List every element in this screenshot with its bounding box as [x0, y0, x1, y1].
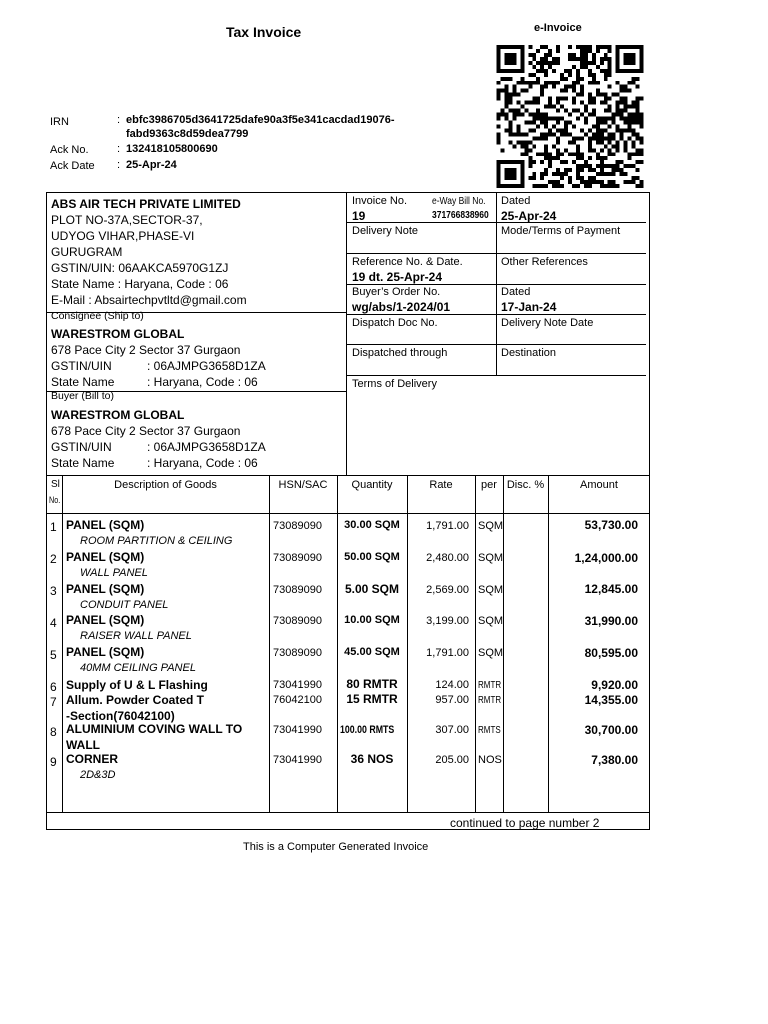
dated-value: 25-Apr-24	[501, 209, 557, 223]
irn-value-2: fabd9363c8d59dea7799	[126, 128, 249, 140]
buyer-address: 678 Pace City 2 Sector 37 Gurgaon	[51, 424, 241, 438]
row-quantity: 10.00 SQM	[344, 614, 400, 626]
row-amount: 53,730.00	[584, 518, 638, 532]
row-per: RMTR	[478, 680, 502, 691]
row-hsn: 73041990	[273, 754, 322, 766]
row-amount: 9,920.00	[591, 678, 638, 692]
ack-no-colon: :	[117, 143, 121, 155]
seller-address: GURUGRAM	[51, 245, 123, 259]
ack-no-value: 132418105800690	[126, 143, 218, 155]
row-item-name: PANEL (SQM)	[66, 518, 145, 532]
buyer-gstin: : 06AJMPG3658D1ZA	[147, 440, 266, 454]
row-per: SQM	[478, 647, 504, 659]
buyer-name: WARESTROM GLOBAL	[51, 408, 185, 422]
row-amount: 80,595.00	[584, 646, 638, 660]
row-quantity: 5.00 SQM	[344, 582, 400, 596]
consignee-label: Consignee (Ship to)	[51, 310, 144, 322]
header-sl: Sl	[51, 479, 60, 490]
delivery-note-label: Delivery Note	[352, 225, 419, 237]
seller-address: PLOT NO-37A,SECTOR-37,	[51, 213, 203, 227]
divider	[346, 222, 646, 223]
buyer-order-value: wg/abs/1-2024/01	[352, 300, 451, 314]
row-amount: 30,700.00	[584, 723, 638, 737]
row-item-subtitle: 40MM CEILING PANEL	[80, 662, 196, 674]
row-item-subtitle: CONDUIT PANEL	[80, 599, 169, 611]
header-quantity: Quantity	[351, 479, 393, 491]
row-sl: 6	[50, 680, 57, 694]
delivery-note-date-label: Delivery Note Date	[501, 317, 594, 329]
row-hsn: 73041990	[273, 724, 322, 736]
header-hsn: HSN/SAC	[278, 479, 328, 491]
row-item-name: PANEL (SQM)	[66, 582, 145, 596]
row-item-name: PANEL (SQM)	[66, 645, 145, 659]
column-line	[475, 475, 476, 812]
computer-generated-note: This is a Computer Generated Invoice	[243, 841, 429, 853]
divider	[346, 192, 347, 475]
row-per: RMTS	[478, 725, 501, 736]
row-per: SQM	[478, 520, 504, 532]
row-per: SQM	[478, 615, 504, 627]
row-sl: 7	[50, 695, 57, 709]
header-disc: Disc. %	[506, 479, 545, 491]
buyer-state: : Haryana, Code : 06	[147, 456, 258, 470]
invoice-no-label: Invoice No.	[352, 195, 408, 207]
column-line	[62, 475, 63, 812]
row-item-name: ALUMINIUM COVING WALL TO	[66, 722, 243, 736]
row-sl: 1	[50, 520, 57, 534]
row-item-name: Supply of U & L Flashing	[66, 678, 208, 692]
row-sl: 2	[50, 552, 57, 566]
row-hsn: 76042100	[273, 694, 322, 706]
invoice-no: 19	[352, 209, 366, 223]
destination-label: Destination	[501, 347, 557, 359]
buyer-state-label: State Name	[51, 456, 115, 470]
row-item-subtitle: 2D&3D	[80, 769, 116, 781]
row-quantity: 30.00 SQM	[344, 519, 400, 531]
row-rate: 2,480.00	[426, 552, 469, 564]
order-dated-value: 17-Jan-24	[501, 300, 557, 314]
row-sl: 3	[50, 584, 57, 598]
dated-label: Dated	[501, 195, 531, 207]
continued-note: continued to page number 2	[450, 816, 600, 830]
mode-terms-label: Mode/Terms of Payment	[501, 225, 621, 237]
ack-date-colon: :	[117, 159, 121, 171]
consignee-address: 678 Pace City 2 Sector 37 Gurgaon	[51, 343, 241, 357]
row-per: RMTR	[478, 695, 502, 706]
column-line	[503, 475, 504, 812]
terms-of-delivery-label: Terms of Delivery	[352, 378, 437, 390]
header-per: per	[481, 479, 497, 491]
page-title: Tax Invoice	[226, 24, 302, 40]
row-rate: 957.00	[435, 694, 469, 706]
dispatch-doc-label: Dispatch Doc No.	[352, 317, 438, 329]
row-rate: 1,791.00	[426, 520, 469, 532]
ack-date-value: 25-Apr-24	[126, 159, 177, 171]
eway-no: 371766838960	[432, 210, 489, 221]
seller-state: State Name : Haryana, Code : 06	[51, 277, 229, 291]
dispatched-through-label: Dispatched through	[352, 347, 448, 359]
seller-email: E-Mail : Absairtechpvtltd@gmail.com	[51, 293, 247, 307]
divider	[346, 284, 646, 285]
row-hsn: 73089090	[273, 552, 322, 564]
row-rate: 3,199.00	[426, 615, 469, 627]
consignee-state: : Haryana, Code : 06	[147, 375, 258, 389]
consignee-state-label: State Name	[51, 375, 115, 389]
row-item-subtitle: WALL PANEL	[80, 567, 148, 579]
row-hsn: 73089090	[273, 584, 322, 596]
row-hsn: 73089090	[273, 615, 322, 627]
buyer-order-label: Buyer’s Order No.	[352, 286, 441, 298]
row-sl: 4	[50, 616, 57, 630]
buyer-gstin-label: GSTIN/UIN	[51, 440, 112, 454]
column-line	[269, 475, 270, 812]
row-sl: 8	[50, 725, 57, 739]
row-item-name: Allum. Powder Coated T	[66, 693, 205, 707]
divider	[46, 513, 650, 514]
header-amount: Amount	[580, 479, 618, 491]
row-quantity: 15 RMTR	[346, 692, 398, 706]
divider	[346, 375, 646, 376]
divider	[46, 475, 650, 476]
seller-name: ABS AIR TECH PRIVATE LIMITED	[51, 197, 241, 211]
reference-label: Reference No. & Date.	[352, 256, 463, 268]
row-item-subtitle: RAISER WALL PANEL	[80, 630, 192, 642]
irn-label: IRN	[50, 116, 69, 128]
consignee-name: WARESTROM GLOBAL	[51, 327, 185, 341]
row-item-name: PANEL (SQM)	[66, 613, 145, 627]
row-amount: 14,355.00	[584, 693, 638, 707]
row-amount: 31,990.00	[584, 614, 638, 628]
header-no: No.	[49, 495, 61, 505]
buyer-label: Buyer (Bill to)	[51, 390, 115, 402]
row-rate: 1,791.00	[426, 647, 469, 659]
seller-address: UDYOG VIHAR,PHASE-VI	[51, 229, 195, 243]
row-amount: 7,380.00	[591, 753, 638, 767]
row-amount: 12,845.00	[584, 582, 638, 596]
irn-colon: :	[117, 114, 121, 126]
divider	[346, 253, 646, 254]
reference-value: 19 dt. 25-Apr-24	[352, 270, 443, 284]
row-rate: 307.00	[435, 724, 469, 736]
ack-date-label: Ack Date	[50, 160, 95, 172]
consignee-gstin: : 06AJMPG3658D1ZA	[147, 359, 266, 373]
eway-label: e-Way Bill No.	[432, 196, 486, 207]
divider	[346, 314, 646, 315]
row-item-name-cont: -Section(76042100)	[66, 709, 175, 723]
row-hsn: 73089090	[273, 520, 322, 532]
row-sl: 9	[50, 755, 57, 769]
row-sl: 5	[50, 648, 57, 662]
row-item-name: CORNER	[66, 752, 119, 766]
row-per: SQM	[478, 584, 504, 596]
consignee-gstin-label: GSTIN/UIN	[51, 359, 112, 373]
row-amount: 1,24,000.00	[574, 551, 638, 565]
row-per: SQM	[478, 552, 504, 564]
order-dated-label: Dated	[501, 286, 531, 298]
other-references-label: Other References	[501, 256, 588, 268]
seller-gstin: GSTIN/UIN: 06AAKCA5970G1ZJ	[51, 261, 229, 275]
row-hsn: 73089090	[273, 647, 322, 659]
divider	[346, 344, 646, 345]
divider	[46, 812, 650, 813]
row-quantity: 80 RMTR	[346, 677, 398, 691]
header-description: Description of Goods	[114, 479, 217, 491]
row-rate: 2,569.00	[426, 584, 469, 596]
row-quantity: 100.00 RMTS	[340, 724, 395, 736]
row-item-name-cont: WALL	[66, 738, 100, 752]
row-item-name: PANEL (SQM)	[66, 550, 145, 564]
einvoice-label: e-Invoice	[534, 22, 582, 34]
row-rate: 124.00	[435, 679, 469, 691]
row-quantity: 45.00 SQM	[344, 646, 400, 658]
irn-value-1: ebfc3986705d3641725dafe90a3f5e341cacdad19076-	[126, 114, 395, 126]
qr-code	[496, 45, 644, 188]
row-quantity: 50.00 SQM	[344, 551, 400, 563]
row-item-subtitle: ROOM PARTITION & CEILING	[80, 535, 233, 547]
header-rate: Rate	[429, 479, 453, 491]
row-per: NOS	[478, 754, 502, 766]
ack-no-label: Ack No.	[50, 144, 89, 156]
row-hsn: 73041990	[273, 679, 322, 691]
row-quantity: 36 NOS	[350, 752, 394, 766]
row-rate: 205.00	[435, 754, 469, 766]
